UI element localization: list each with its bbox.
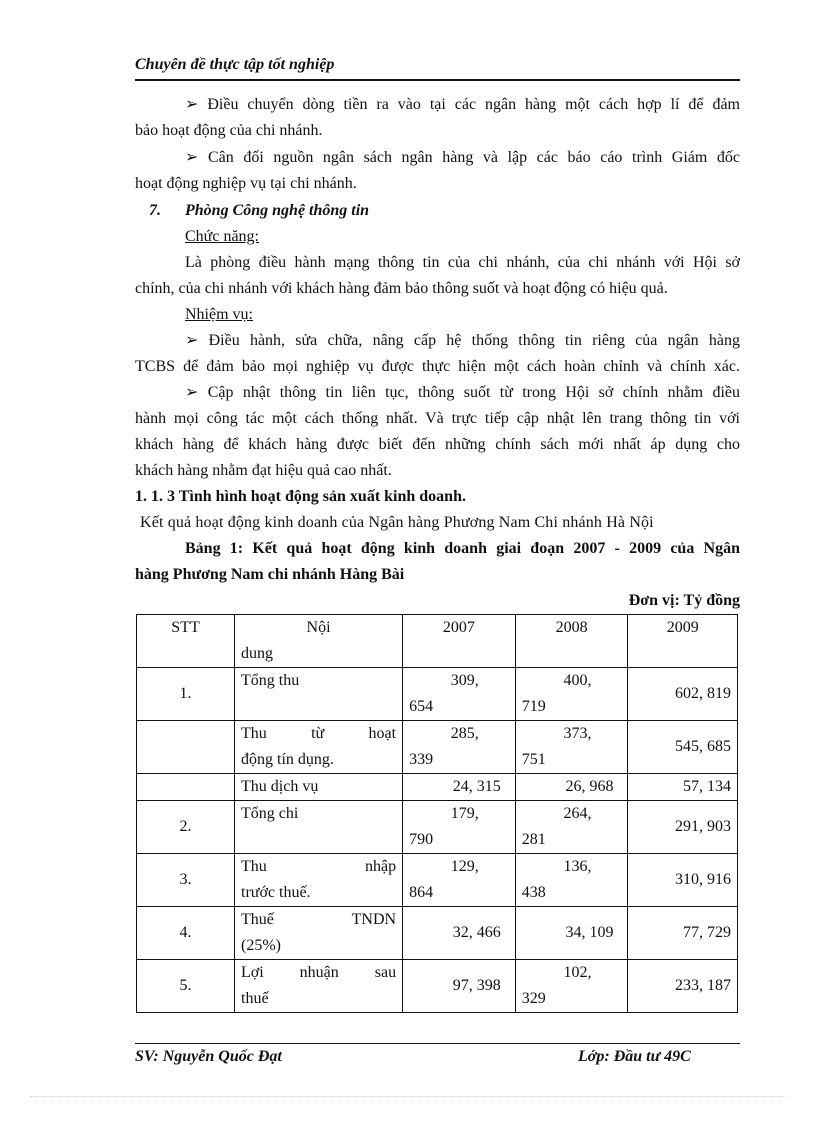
value-part: 400, — [563, 672, 592, 689]
value-part: 719 — [521, 698, 546, 715]
table-row — [137, 668, 738, 721]
header-noidung-line1: Nội — [306, 619, 331, 636]
paragraph-line: ➢ Cân đối nguồn ngân sách ngân hàng và lập các báo cáo trình Giám đốc — [185, 149, 740, 166]
row-label — [235, 801, 403, 854]
footer-divider — [135, 1043, 740, 1044]
header-2008: 2008 — [515, 615, 628, 668]
value-part: 654 — [409, 698, 434, 715]
value-part: 179, — [450, 805, 479, 822]
row-label-text: Tổng chi — [241, 805, 299, 822]
row-label-text: Lợi nhuận sau — [241, 964, 397, 981]
page-header-title: Chuyên đề thực tập tốt nghiệp — [135, 56, 335, 73]
value-part: 339 — [409, 751, 434, 768]
header-noidung — [235, 615, 403, 668]
row-2009: 233, 187 — [628, 960, 738, 1013]
value-part: 281 — [521, 831, 546, 848]
row-2009: 310, 916 — [628, 854, 738, 907]
results-table — [136, 614, 738, 1013]
paragraph-line: Là phòng điều hành mạng thông tin của chi nhánh, của chi nhánh với Hội sở — [185, 254, 740, 271]
page-bottom-dotted-line — [30, 1096, 786, 1097]
table-title: Bảng 1: Kết quả hoạt động kinh doanh giai đoạn 2007 - 2009 của Ngân — [185, 540, 740, 557]
row-label-text: Thu từ hoạt — [241, 725, 397, 742]
header-2009: 2009 — [628, 615, 738, 668]
row-stt: 1. — [137, 668, 235, 721]
footer-student: SV: Nguyễn Quốc Đạt — [135, 1048, 282, 1065]
table-header-row — [137, 615, 738, 668]
row-2009: 57, 134 — [628, 774, 738, 801]
row-2007: 32, 466 — [403, 907, 516, 960]
section-heading: 1. 1. 3 Tình hình hoạt động sản xuất kinh doanh. — [135, 488, 466, 505]
table-row — [137, 774, 738, 801]
row-label-text: thuế — [241, 990, 269, 1007]
section-7-number: 7. — [149, 202, 161, 219]
header-2007: 2007 — [403, 615, 516, 668]
value-part: 285, — [450, 725, 479, 742]
row-label-text: Thuế TNDN — [241, 911, 397, 928]
paragraph-line: chính, của chi nhánh với khách hàng đảm bảo thông suốt và hoạt động có hiệu quả. — [135, 280, 668, 297]
header-noidung-line2: dung — [241, 645, 273, 662]
value-part: 136, — [563, 858, 592, 875]
value-part: 129, — [450, 858, 479, 875]
result-caption: Kết quả hoạt động kinh doanh của Ngân hàng Phương Nam Chi nhánh Hà Nội — [140, 514, 654, 531]
row-stt: 2. — [137, 801, 235, 854]
row-stt: 5. — [137, 960, 235, 1013]
row-2008 — [515, 960, 628, 1013]
paragraph-line: bảo hoạt động của chi nhánh. — [135, 122, 323, 139]
value-part: 373, — [563, 725, 592, 742]
row-label — [235, 721, 403, 774]
row-2009: 77, 729 — [628, 907, 738, 960]
row-label-text: động tín dụng. — [241, 751, 334, 768]
row-stt — [137, 721, 235, 774]
unit-label: Đơn vị: Tỷ đồng — [628, 592, 740, 609]
row-label-text: trước thuế. — [241, 884, 311, 901]
row-stt: 3. — [137, 854, 235, 907]
value-part: 329 — [521, 990, 546, 1007]
row-2009: 545, 685 — [628, 721, 738, 774]
paragraph-line: hành mọi công tác một cách thống nhất. Và trực tiếp cập nhật lên trang thông tin với — [135, 410, 740, 427]
row-2008: 34, 109 — [515, 907, 628, 960]
row-label-text: (25%) — [241, 937, 281, 954]
row-label — [235, 854, 403, 907]
row-2008: 26, 968 — [515, 774, 628, 801]
duty-label: Nhiệm vụ: — [185, 306, 253, 323]
row-label — [235, 668, 403, 721]
paragraph-line: hoạt động nghiệp vụ tại chi nhánh. — [135, 175, 357, 192]
row-label-text: Tổng thu — [241, 672, 300, 689]
value-part: 790 — [409, 831, 434, 848]
paragraph-line: khách hàng nhằm đạt hiệu quả cao nhất. — [135, 462, 392, 479]
header-divider — [135, 79, 740, 81]
footer-class: Lớp: Đầu tư 49C — [578, 1048, 691, 1065]
row-label — [235, 907, 403, 960]
row-2008 — [515, 854, 628, 907]
row-2007: 24, 315 — [403, 774, 516, 801]
row-stt — [137, 774, 235, 801]
value-part: 864 — [409, 884, 434, 901]
value-part: 264, — [563, 805, 592, 822]
table-row — [137, 801, 738, 854]
value-part: 309, — [450, 672, 479, 689]
row-2007 — [403, 721, 516, 774]
header-stt: STT — [137, 615, 235, 668]
row-label-text: Thu nhập — [241, 858, 397, 875]
paragraph-line: ➢ Điều chuyển dòng tiền ra vào tại các ngân hàng một cách hợp lí để đảm — [185, 96, 740, 113]
row-2008 — [515, 801, 628, 854]
row-2008 — [515, 668, 628, 721]
table-row — [137, 854, 738, 907]
paragraph-line: ➢ Điều hành, sửa chữa, nâng cấp hệ thống thông tin riêng của ngân hàng — [185, 332, 740, 349]
row-2007: 97, 398 — [403, 960, 516, 1013]
value-part: 751 — [521, 751, 546, 768]
row-2009: 602, 819 — [628, 668, 738, 721]
row-label — [235, 960, 403, 1013]
row-2007 — [403, 801, 516, 854]
table-title: hàng Phương Nam chi nhánh Hàng Bài — [135, 566, 405, 583]
row-label: Thu dịch vụ — [235, 774, 403, 801]
table-row — [137, 960, 738, 1013]
row-2009: 291, 903 — [628, 801, 738, 854]
paragraph-line: TCBS để đảm bảo mọi nghiệp vụ được thực hiện một cách hoàn chỉnh và chính xác. — [135, 358, 740, 375]
row-2008 — [515, 721, 628, 774]
paragraph-line: khách hàng để khách hàng được biết đến những chính sách mới nhất áp dụng cho — [135, 436, 740, 453]
paragraph-line: ➢ Cập nhật thông tin liên tục, thông suốt từ trong Hội sở chính nhằm điều — [185, 384, 740, 401]
value-part: 102, — [563, 964, 592, 981]
row-stt: 4. — [137, 907, 235, 960]
row-2007 — [403, 668, 516, 721]
value-part: 438 — [521, 884, 546, 901]
table-row — [137, 721, 738, 774]
row-2007 — [403, 854, 516, 907]
table-row — [137, 907, 738, 960]
function-label: Chức năng: — [185, 228, 259, 245]
section-7-title: Phòng Công nghệ thông tin — [185, 202, 370, 219]
